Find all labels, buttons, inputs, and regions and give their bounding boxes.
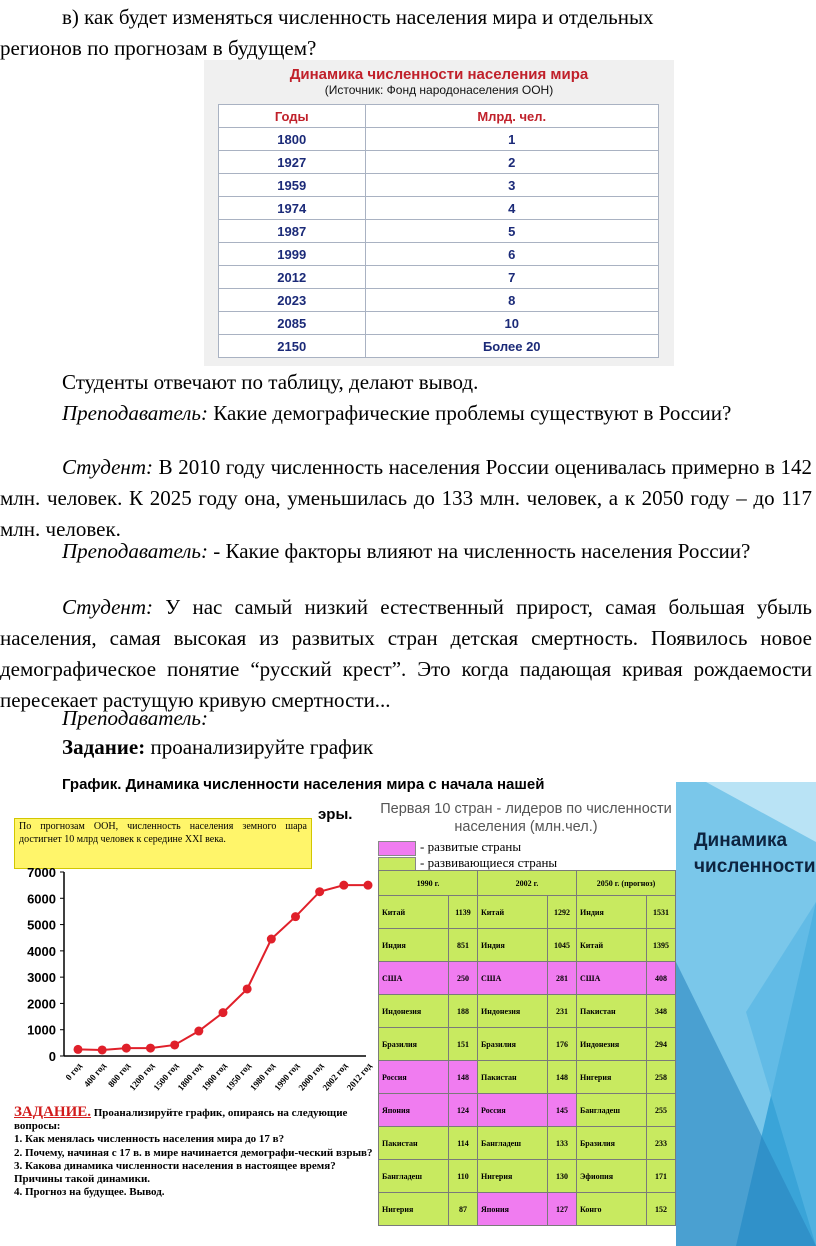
- table-row: [219, 151, 659, 174]
- country-cell: Пакистан: [577, 995, 647, 1028]
- year-cell: 2085: [219, 312, 366, 335]
- country-cell: Бразилия: [379, 1028, 449, 1061]
- country-cell: Китай: [577, 929, 647, 962]
- graph-title-cont: эры.: [318, 806, 353, 823]
- country-value-cell: 151: [449, 1028, 478, 1061]
- country-cell: Япония: [478, 1193, 548, 1226]
- year-cell: 1999: [219, 243, 366, 266]
- table-header-cell: Годы: [219, 105, 366, 128]
- countries-header-cell: 2002 г.: [478, 871, 577, 896]
- dialog-p4: Преподаватель: - Какие факторы влияют на численность населения России?: [62, 539, 751, 563]
- x-tick-label: 1980 год: [248, 1060, 277, 1093]
- table-title: Динамика численности населения мира: [289, 66, 589, 83]
- y-tick-label: 5000: [27, 917, 56, 933]
- countries-row: [379, 896, 676, 929]
- country-cell: США: [577, 962, 647, 995]
- country-value-cell: 250: [449, 962, 478, 995]
- legend-developed: - развитые страны: [378, 840, 521, 856]
- un-forecast-note: По прогнозам ООН, численность населения земного шара достигнет 10 млрд человек к середине XXI века.: [14, 818, 312, 869]
- x-tick-label: 2000 год: [296, 1060, 326, 1093]
- country-value-cell: 148: [548, 1061, 577, 1094]
- countries-row: [379, 1193, 676, 1226]
- population-cell: 7: [365, 266, 659, 289]
- intro-line2: регионов по прогнозам в будущем?: [0, 36, 317, 60]
- role-student: Студент:: [62, 455, 153, 479]
- year-cell: 1927: [219, 151, 366, 174]
- graph-title: График. Динамика численности населения мира с начала нашей: [62, 776, 545, 793]
- data-point: [219, 1008, 228, 1017]
- data-point: [122, 1044, 131, 1053]
- question-3: 3. Какова динамика численности населения в настоящее время? Причины такой динамики.: [14, 1159, 336, 1186]
- country-value-cell: 1292: [548, 896, 577, 929]
- data-point: [339, 881, 348, 890]
- graph-task: ЗАДАНИЕ. Проанализируйте график, опираясь на следующие вопросы: 1. Как менялась численность населения мира до 17 в? 2. Почему, начиная с 17 в. в мире начинается демографи-ческий взрыв? 3. Какова динамика численности населения в настоящее время? Причины такой динамики. 4. Прогноз на будущее. Вывод.: [14, 1104, 373, 1199]
- country-value-cell: 1139: [449, 896, 478, 929]
- dialog-p6: [0, 703, 812, 734]
- data-point: [98, 1045, 107, 1054]
- table-row: [219, 312, 659, 335]
- y-tick-label: 2000: [27, 996, 56, 1012]
- country-cell: Нигерия: [379, 1193, 449, 1226]
- country-cell: Россия: [379, 1061, 449, 1094]
- population-cell: 10: [365, 312, 659, 335]
- population-table: [218, 104, 659, 358]
- y-tick-label: 7000: [27, 865, 56, 880]
- countries-row: [379, 1127, 676, 1160]
- country-value-cell: 124: [449, 1094, 478, 1127]
- data-point: [170, 1040, 179, 1049]
- table-header-cell: Млрд. чел.: [365, 105, 659, 128]
- country-cell: Бразилия: [577, 1127, 647, 1160]
- countries-header-cell: 1990 г.: [379, 871, 478, 896]
- country-value-cell: 233: [647, 1127, 676, 1160]
- country-value-cell: 152: [647, 1193, 676, 1226]
- country-cell: Япония: [379, 1094, 449, 1127]
- country-cell: Пакистан: [478, 1061, 548, 1094]
- y-tick-label: 6000: [27, 891, 56, 907]
- country-value-cell: 110: [449, 1160, 478, 1193]
- country-cell: Бангладеш: [577, 1094, 647, 1127]
- table-row: [219, 266, 659, 289]
- country-cell: Эфиопия: [577, 1160, 647, 1193]
- table-row: [219, 197, 659, 220]
- country-cell: Пакистан: [379, 1127, 449, 1160]
- dialog-p5: Студент: У нас самый низкий естественный прирост, самая большая убыль населения, самая высокая из развитых стран детская смертность. Появилось новое демографическое понятие “русский крест”. Это когда падающая кривая рождаемости пересекает растущую кривую смертности...: [0, 595, 812, 712]
- data-point: [291, 912, 300, 921]
- x-tick-label: 1500 год: [151, 1060, 181, 1093]
- country-cell: Бангладеш: [379, 1160, 449, 1193]
- population-cell: 5: [365, 220, 659, 243]
- year-cell: 2012: [219, 266, 366, 289]
- role-teacher: Преподаватель:: [62, 706, 208, 730]
- countries-table: [378, 870, 676, 1226]
- table-source: (Источник: Фонд народонаселения ООН): [324, 83, 554, 97]
- country-cell: Китай: [379, 896, 449, 929]
- x-tick-label: 800 год: [105, 1060, 132, 1090]
- task-heading: ЗАДАНИЕ.: [14, 1104, 91, 1120]
- country-value-cell: 148: [449, 1061, 478, 1094]
- question-1: 1. Как менялась численность населения мира до 17 в?: [14, 1133, 285, 1146]
- country-cell: Бразилия: [478, 1028, 548, 1061]
- population-table-image: [204, 60, 674, 366]
- year-cell: 2023: [219, 289, 366, 312]
- table-row: [219, 220, 659, 243]
- country-value-cell: 171: [647, 1160, 676, 1193]
- role-teacher: Преподаватель:: [62, 539, 208, 563]
- y-tick-label: 1000: [27, 1022, 56, 1038]
- data-point: [243, 984, 252, 993]
- country-cell: США: [379, 962, 449, 995]
- population-cell: 4: [365, 197, 659, 220]
- country-value-cell: 255: [647, 1094, 676, 1127]
- dialog-task: Задание: проанализируйте график: [62, 735, 374, 759]
- data-point: [315, 887, 324, 896]
- y-tick-label: 4000: [27, 943, 56, 959]
- country-value-cell: 1395: [647, 929, 676, 962]
- country-cell: Конго: [577, 1193, 647, 1226]
- year-cell: 1800: [219, 128, 366, 151]
- country-cell: Индия: [379, 929, 449, 962]
- question-4: 4. Прогноз на будущее. Вывод.: [14, 1186, 165, 1199]
- table-row: [219, 174, 659, 197]
- countries-row: [379, 1028, 676, 1061]
- countries-row: [379, 1094, 676, 1127]
- role-teacher: Преподаватель:: [62, 401, 208, 425]
- country-value-cell: 114: [449, 1127, 478, 1160]
- series-line: [78, 885, 368, 1050]
- country-value-cell: 294: [647, 1028, 676, 1061]
- x-tick-label: 1800 год: [175, 1060, 205, 1093]
- table-row: [219, 335, 659, 358]
- slide-title: Динамика численности: [694, 830, 816, 877]
- role-student: Студент:: [62, 595, 153, 619]
- countries-header-cell: 2050 г. (прогноз): [577, 871, 676, 896]
- country-value-cell: 133: [548, 1127, 577, 1160]
- y-tick-label: 3000: [27, 970, 56, 986]
- dialog-p2: Преподаватель: Какие демографические проблемы существуют в России?: [62, 401, 732, 425]
- dialog-p3: Студент: В 2010 году численность населения России оценивалась примерно в 142 млн. человек. К 2025 году она, уменьшилась до 133 млн. человек, а к 2050 году – до 117 млн. человек.: [0, 455, 812, 541]
- country-value-cell: 1531: [647, 896, 676, 929]
- graph-composite-image: [0, 760, 816, 1246]
- x-tick-label: 2002 год: [320, 1060, 350, 1093]
- population-line-chart: [0, 864, 376, 1104]
- countries-row: [379, 1061, 676, 1094]
- country-value-cell: 851: [449, 929, 478, 962]
- countries-row: [379, 995, 676, 1028]
- country-value-cell: 231: [548, 995, 577, 1028]
- country-value-cell: 145: [548, 1094, 577, 1127]
- country-cell: Индонезия: [478, 995, 548, 1028]
- data-point: [267, 935, 276, 944]
- countries-row: [379, 962, 676, 995]
- x-tick-label: 1200 год: [127, 1060, 157, 1093]
- intro-line1: в) как будет изменяться численность населения мира и отдельных: [62, 5, 654, 29]
- country-value-cell: 176: [548, 1028, 577, 1061]
- y-tick-label: 0: [48, 1049, 56, 1064]
- country-cell: Бангладеш: [478, 1127, 548, 1160]
- country-value-cell: 281: [548, 962, 577, 995]
- data-point: [364, 881, 373, 890]
- country-cell: Россия: [478, 1094, 548, 1127]
- countries-row: [379, 1160, 676, 1193]
- country-value-cell: 1045: [548, 929, 577, 962]
- country-value-cell: 130: [548, 1160, 577, 1193]
- task-label: Задание:: [62, 735, 146, 759]
- country-cell: Нигерия: [577, 1061, 647, 1094]
- question-2: 2. Почему, начиная с 17 в. в мире начинается демографи-ческий взрыв?: [14, 1146, 373, 1159]
- country-value-cell: 188: [449, 995, 478, 1028]
- leaders-title: Первая 10 стран - лидеров по численности населения (млн.чел.): [380, 801, 672, 835]
- country-value-cell: 87: [449, 1193, 478, 1226]
- country-value-cell: 258: [647, 1061, 676, 1094]
- country-cell: Китай: [478, 896, 548, 929]
- country-cell: Индия: [478, 929, 548, 962]
- x-tick-label: 2012 год: [344, 1060, 374, 1093]
- population-cell: 6: [365, 243, 659, 266]
- dialog-p1: Студенты отвечают по таблицу, делают вывод.: [62, 370, 479, 394]
- legend-swatch-pink: [378, 841, 416, 856]
- country-value-cell: 127: [548, 1193, 577, 1226]
- population-cell: 2: [365, 151, 659, 174]
- x-tick-label: 0 год: [63, 1060, 84, 1083]
- slide-decoration: [676, 782, 816, 1246]
- legend-developing: - развивающиеся страны: [378, 856, 557, 872]
- population-cell: 1: [365, 128, 659, 151]
- x-tick-label: 1900 год: [199, 1060, 229, 1093]
- table-row: [219, 128, 659, 151]
- data-point: [74, 1045, 83, 1054]
- year-cell: 1974: [219, 197, 366, 220]
- x-tick-label: 1990 год: [272, 1060, 302, 1093]
- country-cell: Индия: [577, 896, 647, 929]
- year-cell: 2150: [219, 335, 366, 358]
- year-cell: 1987: [219, 220, 366, 243]
- x-tick-label: 400 год: [81, 1060, 108, 1090]
- intro-paragraph: [0, 2, 812, 64]
- population-cell: Более 20: [365, 335, 659, 358]
- country-value-cell: 408: [647, 962, 676, 995]
- country-value-cell: 348: [647, 995, 676, 1028]
- population-cell: 3: [365, 174, 659, 197]
- country-cell: США: [478, 962, 548, 995]
- country-cell: Индонезия: [577, 1028, 647, 1061]
- country-cell: Индонезия: [379, 995, 449, 1028]
- table-row: [219, 289, 659, 312]
- population-cell: 8: [365, 289, 659, 312]
- table-row: [219, 243, 659, 266]
- year-cell: 1959: [219, 174, 366, 197]
- country-cell: Нигерия: [478, 1160, 548, 1193]
- data-point: [146, 1044, 155, 1053]
- countries-row: [379, 929, 676, 962]
- data-point: [194, 1027, 203, 1036]
- x-tick-label: 1950 год: [223, 1060, 253, 1093]
